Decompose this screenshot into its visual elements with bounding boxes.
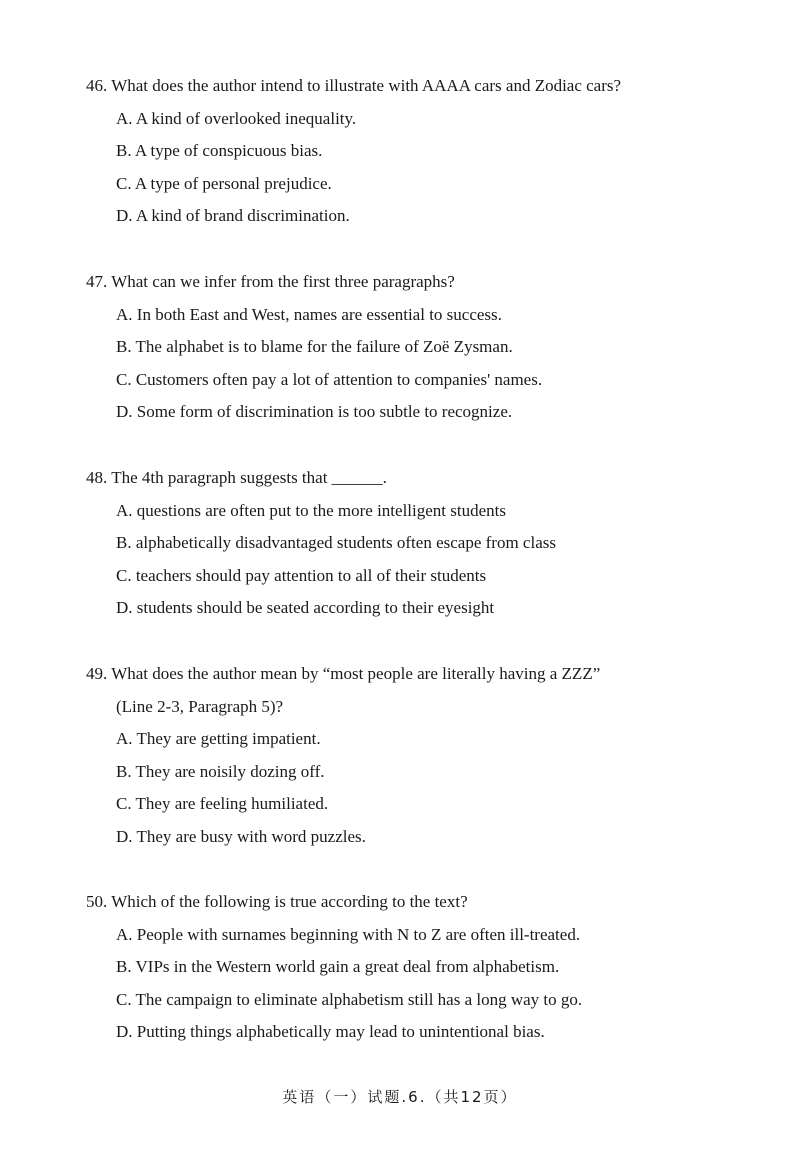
question-stem <box>86 272 736 305</box>
question-text: What can we infer from the first three paragraphs? <box>111 272 455 291</box>
option-a: A. People with surnames beginning with N to Z are often ill-treated. <box>116 924 581 944</box>
option-b: B. alphabetically disadvantaged students often escape from class <box>116 533 556 553</box>
option-d: D. students should be seated according to their eyesight <box>116 598 495 618</box>
option-c: C. Customers often pay a lot of attention to companies' names. <box>116 369 543 389</box>
option-c: C. The campaign to eliminate alphabetism still has a long way to go. <box>116 989 583 1009</box>
question-text: What does the author mean by “most people are literally having a ZZZ” <box>111 664 601 683</box>
question-48 <box>86 468 736 631</box>
question-text: What does the author intend to illustrate with AAAA cars and Zodiac cars? <box>111 76 622 95</box>
question-number: 48. <box>86 468 108 487</box>
question-text: The 4th paragraph suggests that ______. <box>111 468 387 487</box>
option-d: D. Some form of discrimination is too subtle to recognize. <box>116 402 513 422</box>
option-a: A. questions are often put to the more intelligent students <box>116 500 506 520</box>
option-c: C. A type of personal prejudice. <box>116 173 332 193</box>
question-stem <box>86 76 736 109</box>
question-46 <box>86 76 736 239</box>
question-number: 50. <box>86 892 108 911</box>
question-number: 46. <box>86 76 108 95</box>
question-49 <box>86 664 736 860</box>
question-stem <box>86 892 736 925</box>
option-b: B. They are noisily dozing off. <box>116 761 325 781</box>
page-footer: 英语（一）试题.6.（共12页） <box>282 1088 518 1106</box>
option-a: A. A kind of overlooked inequality. <box>116 108 357 128</box>
question-text: Which of the following is true according to the text? <box>111 892 468 911</box>
question-number: 47. <box>86 272 108 291</box>
option-b: B. VIPs in the Western world gain a great deal from alphabetism. <box>116 957 560 977</box>
question-stem-continuation: (Line 2-3, Paragraph 5)? <box>116 696 284 716</box>
option-d: D. They are busy with word puzzles. <box>116 826 366 846</box>
option-d: D. Putting things alphabetically may lead to unintentional bias. <box>116 1022 545 1042</box>
option-c: C. teachers should pay attention to all of their students <box>116 565 487 585</box>
question-47 <box>86 272 736 435</box>
option-b: B. The alphabet is to blame for the failure of Zoë Zysman. <box>116 337 513 357</box>
option-b: B. A type of conspicuous bias. <box>116 141 323 161</box>
option-c: C. They are feeling humiliated. <box>116 794 329 814</box>
question-number: 49. <box>86 664 108 683</box>
question-stem <box>86 468 736 501</box>
option-a: A. They are getting impatient. <box>116 729 321 749</box>
question-50 <box>86 892 736 1055</box>
question-stem <box>86 664 736 697</box>
option-a: A. In both East and West, names are essential to success. <box>116 304 502 324</box>
option-d: D. A kind of brand discrimination. <box>116 206 350 226</box>
